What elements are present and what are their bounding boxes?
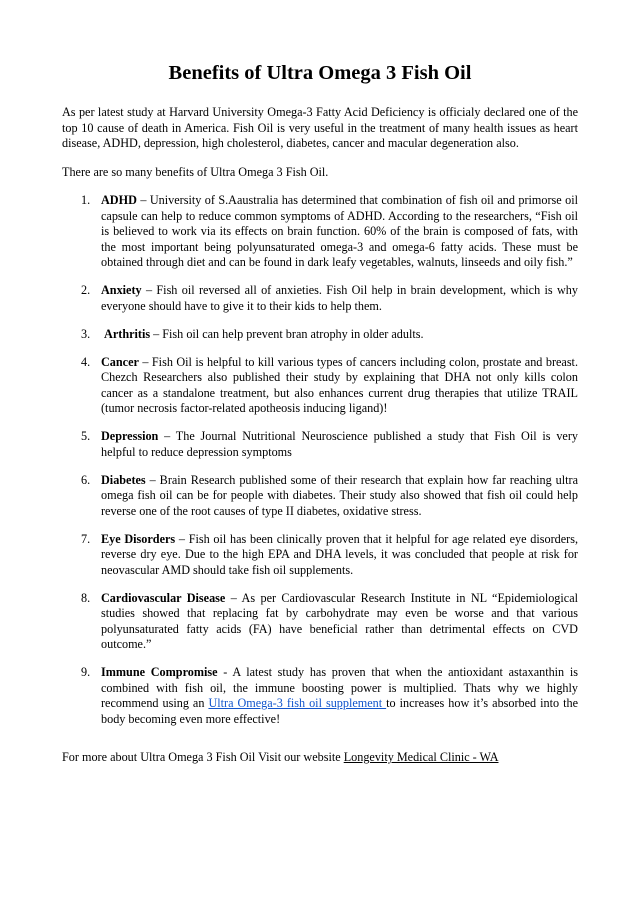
- list-item: [62, 665, 578, 727]
- benefit-term: Anxiety: [101, 283, 142, 297]
- benefit-term: Depression: [101, 429, 159, 443]
- benefit-text: – Brain Research published some of their research that explain how far reaching ultra omega fish oil can be for people with diabetes. Their study also showed that fish oil could help reverse one of the root causes of type II diabetes, oxidative stress.: [101, 472, 578, 518]
- list-number: 2.: [81, 283, 91, 297]
- benefits-list: [62, 193, 578, 727]
- benefit-term: Immune Compromise: [101, 665, 218, 679]
- benefit-term: Diabetes: [101, 472, 146, 487]
- benefit-term: Cardiovascular Disease: [101, 590, 226, 605]
- footer-paragraph: [62, 750, 578, 766]
- benefit-text: – As per Cardiovascular Research Institute in NL “Epidemiological studies showed that replacing fat by carbohydrate may even be worse and that various polyunsaturated fatty acids (FA) have beneficial rather than detrimental effects on CVD outcome.”: [101, 590, 578, 651]
- benefit-text: to increases how it’s absorbed into the body becoming even more effective!: [101, 696, 578, 726]
- benefit-text: – Fish oil has been clinically proven that it helpful for age related eye disorders, reverse dry eye. Due to the high EPA and DHA levels, it was concluded that people at risk for neovascular AMD should take fish oil supplements.: [101, 531, 578, 577]
- list-number: 8.: [81, 590, 91, 605]
- list-item: [62, 283, 578, 314]
- intro-paragraph: As per latest study at Harvard University Omega-3 Fatty Acid Deficiency is officialy declared one of the top 10 cause of death in America. Fish Oil is very useful in the treatment of many health issues as heart disease, ADHD, depression, high cholesterol, diabetes, cancer and macular degeneration also.: [62, 105, 578, 150]
- list-item: [62, 327, 578, 343]
- benefit-text: – Fish oil can help prevent bran atrophy in older adults.: [150, 326, 424, 341]
- list-item: [62, 193, 578, 271]
- list-item: [62, 429, 578, 460]
- benefit-term: Eye Disorders: [101, 531, 176, 546]
- list-number: 3.: [81, 326, 91, 341]
- list-item: [62, 532, 578, 579]
- benefit-term: Cancer: [101, 354, 139, 369]
- document-page: [62, 62, 578, 766]
- list-item: [62, 355, 578, 417]
- supplement-link[interactable]: Ultra Omega-3 fish oil supplement: [208, 696, 387, 710]
- benefit-text: – Fish Oil is helpful to kill various types of cancers including colon, prostate and breast. Chezch Researchers also published their study by explaining that DHA not only kills colon cancer as a standalone treatment, but also enhances current drug therapies that utilize TRAIL (tumor necrosis factor-related apotheosis inducing ligand)!: [101, 354, 578, 415]
- list-number: 1.: [81, 193, 91, 207]
- document-title: Benefits of Ultra Omega 3 Fish Oil: [168, 62, 472, 84]
- benefit-text: – The Journal Nutritional Neuroscience published a study that Fish Oil is very helpful to reduce depression symptoms: [101, 429, 578, 459]
- benefit-term: Arthritis: [104, 326, 151, 341]
- list-item: [62, 473, 578, 520]
- benefit-text: - A latest study has proven that when the antioxidant astaxanthin is combined with fish oil, the immune boosting power is multiplied. Thats why we highly recommend using an: [101, 665, 579, 710]
- list-item: [62, 591, 578, 653]
- list-number: 6.: [81, 472, 91, 487]
- footer-text: For more about Ultra Omega 3 Fish Oil Visit our website: [62, 750, 344, 764]
- list-number: 4.: [81, 354, 91, 369]
- list-number: 9.: [81, 665, 91, 679]
- list-number: 5.: [81, 429, 91, 443]
- website-link[interactable]: Longevity Medical Clinic - WA: [343, 750, 499, 764]
- list-number: 7.: [81, 531, 91, 546]
- benefit-text: – University of S.Aaustralia has determined that combination of fish oil and primorse oil capsule can help to reduce common symptoms of ADHD. According to the researchers, “Fish oil is believed to work via its effects on brain function. 60% of the brain is composed of fats, with the most important being polyunsaturated omega-3 and omega-6 fatty acids. These must be obtained through diet and can be found in dark leafy vegetables, walnuts, linseeds and oily fish.”: [101, 193, 578, 269]
- lead-paragraph: There are so many benefits of Ultra Omega 3 Fish Oil.: [62, 164, 329, 179]
- benefit-text: – Fish oil reversed all of anxieties. Fish Oil help in brain development, which is why everyone should have to give it to their kids to help them.: [101, 283, 578, 313]
- benefit-term: ADHD: [101, 193, 137, 207]
